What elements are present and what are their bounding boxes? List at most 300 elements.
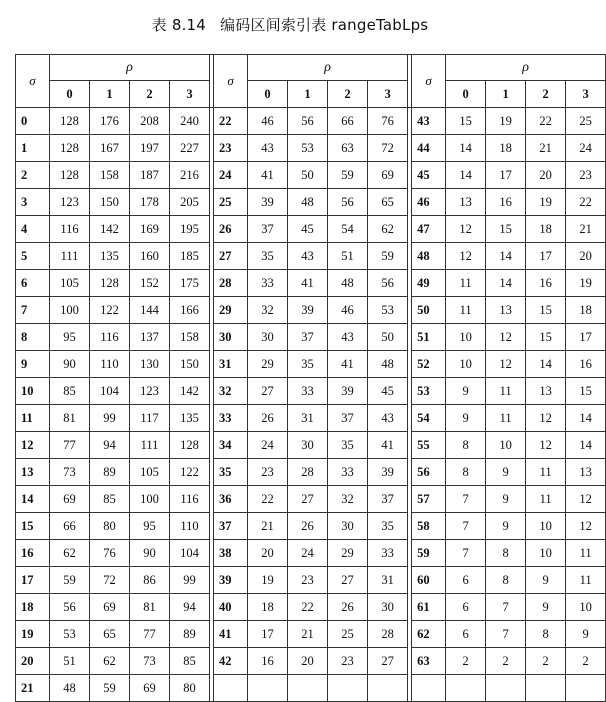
table-row — [16, 648, 606, 675]
range-value: 16 — [526, 270, 566, 297]
range-value: 56 — [50, 594, 90, 621]
table-row — [16, 486, 606, 513]
range-value: 205 — [170, 189, 210, 216]
range-value — [248, 675, 288, 702]
range-value: 53 — [50, 621, 90, 648]
range-value: 81 — [50, 405, 90, 432]
range-value: 99 — [90, 405, 130, 432]
range-value: 14 — [486, 270, 526, 297]
sigma-value: 12 — [16, 432, 50, 459]
sigma-value: 63 — [412, 648, 446, 675]
range-value: 39 — [248, 189, 288, 216]
range-value: 130 — [130, 351, 170, 378]
range-value: 69 — [130, 675, 170, 702]
range-value: 15 — [486, 216, 526, 243]
range-value: 17 — [526, 243, 566, 270]
sigma-value: 52 — [412, 351, 446, 378]
sigma-value: 17 — [16, 567, 50, 594]
range-value — [288, 675, 328, 702]
range-value: 50 — [368, 324, 408, 351]
range-value: 15 — [446, 108, 486, 135]
range-value: 166 — [170, 297, 210, 324]
range-value: 9 — [446, 378, 486, 405]
range-value: 37 — [248, 216, 288, 243]
range-value: 11 — [446, 297, 486, 324]
range-value: 24 — [566, 135, 606, 162]
range-value: 12 — [486, 351, 526, 378]
range-value: 123 — [130, 378, 170, 405]
range-value: 27 — [368, 648, 408, 675]
range-value: 29 — [328, 540, 368, 567]
range-value: 56 — [288, 108, 328, 135]
range-value: 10 — [446, 324, 486, 351]
range-value: 117 — [130, 405, 170, 432]
sigma-value: 4 — [16, 216, 50, 243]
range-value: 16 — [248, 648, 288, 675]
range-value: 85 — [90, 486, 130, 513]
range-value: 85 — [170, 648, 210, 675]
range-value — [526, 675, 566, 702]
sigma-value: 33 — [214, 405, 248, 432]
range-value: 23 — [328, 648, 368, 675]
sigma-value: 24 — [214, 162, 248, 189]
range-value: 144 — [130, 297, 170, 324]
range-value: 17 — [486, 162, 526, 189]
range-value: 8 — [446, 459, 486, 486]
rho-column-header: 3 — [368, 81, 408, 108]
table-row — [16, 243, 606, 270]
sigma-value: 27 — [214, 243, 248, 270]
table-row — [16, 378, 606, 405]
range-value: 43 — [328, 324, 368, 351]
range-value: 22 — [248, 486, 288, 513]
range-value: 25 — [328, 621, 368, 648]
sigma-value: 11 — [16, 405, 50, 432]
range-value: 122 — [90, 297, 130, 324]
range-value: 187 — [130, 162, 170, 189]
rho-column-header: 3 — [566, 81, 606, 108]
sigma-value: 9 — [16, 351, 50, 378]
range-value: 7 — [486, 621, 526, 648]
range-value: 128 — [90, 270, 130, 297]
sigma-value: 39 — [214, 567, 248, 594]
table-row — [16, 675, 606, 702]
range-value: 45 — [288, 216, 328, 243]
range-value: 89 — [170, 621, 210, 648]
range-value: 19 — [486, 108, 526, 135]
range-value: 53 — [288, 135, 328, 162]
range-value: 16 — [566, 351, 606, 378]
range-value: 94 — [170, 594, 210, 621]
range-value: 23 — [248, 459, 288, 486]
range-value: 59 — [368, 243, 408, 270]
range-value: 14 — [566, 432, 606, 459]
range-value: 25 — [566, 108, 606, 135]
range-value: 27 — [288, 486, 328, 513]
range-value: 23 — [566, 162, 606, 189]
range-value: 12 — [446, 243, 486, 270]
range-value: 6 — [446, 594, 486, 621]
range-value: 13 — [486, 297, 526, 324]
range-value: 95 — [50, 324, 90, 351]
range-value: 15 — [566, 378, 606, 405]
table-row — [16, 108, 606, 135]
range-value: 169 — [130, 216, 170, 243]
range-value: 8 — [486, 567, 526, 594]
range-value: 66 — [328, 108, 368, 135]
range-value: 135 — [170, 405, 210, 432]
range-value: 48 — [328, 270, 368, 297]
sigma-value: 45 — [412, 162, 446, 189]
sigma-value: 28 — [214, 270, 248, 297]
range-value: 19 — [526, 189, 566, 216]
sigma-value: 1 — [16, 135, 50, 162]
rho-column-header: 1 — [90, 81, 130, 108]
sigma-value: 51 — [412, 324, 446, 351]
range-value: 105 — [130, 459, 170, 486]
range-value: 17 — [566, 324, 606, 351]
range-value: 216 — [170, 162, 210, 189]
sigma-value: 46 — [412, 189, 446, 216]
sigma-value: 62 — [412, 621, 446, 648]
rho-header: ρ — [50, 55, 210, 81]
range-value: 14 — [486, 243, 526, 270]
sigma-value: 6 — [16, 270, 50, 297]
range-value — [566, 675, 606, 702]
range-value: 48 — [368, 351, 408, 378]
rho-column-header: 2 — [130, 81, 170, 108]
range-value: 8 — [526, 621, 566, 648]
sigma-value: 43 — [412, 108, 446, 135]
sigma-value: 20 — [16, 648, 50, 675]
sigma-value: 30 — [214, 324, 248, 351]
range-value: 13 — [526, 378, 566, 405]
range-value: 12 — [566, 513, 606, 540]
sigma-header: σ — [214, 55, 248, 108]
sigma-value: 8 — [16, 324, 50, 351]
range-value: 30 — [248, 324, 288, 351]
range-value: 128 — [170, 432, 210, 459]
range-value: 37 — [368, 486, 408, 513]
range-value: 9 — [526, 567, 566, 594]
sigma-value: 53 — [412, 378, 446, 405]
range-value: 30 — [288, 432, 328, 459]
range-value: 32 — [328, 486, 368, 513]
range-value: 35 — [328, 432, 368, 459]
range-value: 20 — [526, 162, 566, 189]
range-value: 18 — [526, 216, 566, 243]
range-value: 35 — [288, 351, 328, 378]
range-value: 11 — [486, 378, 526, 405]
sigma-value: 54 — [412, 405, 446, 432]
range-value: 48 — [288, 189, 328, 216]
range-value: 46 — [328, 297, 368, 324]
table-row — [16, 405, 606, 432]
sigma-value: 25 — [214, 189, 248, 216]
table-row — [16, 459, 606, 486]
range-value: 100 — [130, 486, 170, 513]
range-value: 43 — [368, 405, 408, 432]
sigma-value: 7 — [16, 297, 50, 324]
range-value: 85 — [50, 378, 90, 405]
range-value: 10 — [486, 432, 526, 459]
range-value: 43 — [288, 243, 328, 270]
sigma-value: 3 — [16, 189, 50, 216]
range-value: 69 — [50, 486, 90, 513]
range-value: 24 — [248, 432, 288, 459]
range-value: 28 — [288, 459, 328, 486]
table-row — [16, 432, 606, 459]
range-value: 128 — [50, 108, 90, 135]
range-value: 227 — [170, 135, 210, 162]
range-value: 41 — [248, 162, 288, 189]
sigma-value: 42 — [214, 648, 248, 675]
range-value: 31 — [368, 567, 408, 594]
range-value: 20 — [566, 243, 606, 270]
range-value: 21 — [526, 135, 566, 162]
range-value: 2 — [526, 648, 566, 675]
table-row — [16, 162, 606, 189]
range-value: 7 — [446, 513, 486, 540]
range-value: 65 — [90, 621, 130, 648]
range-value: 100 — [50, 297, 90, 324]
range-value: 48 — [50, 675, 90, 702]
table-row — [16, 189, 606, 216]
range-value: 14 — [526, 351, 566, 378]
range-value: 20 — [248, 540, 288, 567]
range-value: 9 — [486, 513, 526, 540]
sigma-value: 14 — [16, 486, 50, 513]
sigma-header: σ — [412, 55, 446, 108]
range-value: 39 — [328, 378, 368, 405]
sigma-value: 13 — [16, 459, 50, 486]
range-value: 33 — [248, 270, 288, 297]
range-value: 33 — [288, 378, 328, 405]
range-value: 27 — [328, 567, 368, 594]
range-value: 86 — [130, 567, 170, 594]
range-value — [368, 675, 408, 702]
sigma-value: 48 — [412, 243, 446, 270]
range-value: 16 — [486, 189, 526, 216]
range-value: 35 — [248, 243, 288, 270]
range-value: 185 — [170, 243, 210, 270]
range-value: 77 — [50, 432, 90, 459]
range-value: 43 — [248, 135, 288, 162]
range-value: 8 — [446, 432, 486, 459]
table-row — [16, 540, 606, 567]
sigma-value: 2 — [16, 162, 50, 189]
range-value: 158 — [170, 324, 210, 351]
range-value: 176 — [90, 108, 130, 135]
range-value: 18 — [248, 594, 288, 621]
sigma-value: 16 — [16, 540, 50, 567]
range-value: 17 — [248, 621, 288, 648]
range-value: 19 — [248, 567, 288, 594]
range-value: 46 — [248, 108, 288, 135]
range-value: 66 — [50, 513, 90, 540]
rho-column-header: 0 — [50, 81, 90, 108]
table-row — [16, 297, 606, 324]
range-value: 62 — [90, 648, 130, 675]
range-value: 14 — [446, 135, 486, 162]
range-value: 178 — [130, 189, 170, 216]
sigma-value: 49 — [412, 270, 446, 297]
table-row — [16, 567, 606, 594]
range-value: 69 — [368, 162, 408, 189]
range-value: 56 — [368, 270, 408, 297]
header-row-rho — [16, 55, 606, 81]
range-value: 160 — [130, 243, 170, 270]
range-value: 2 — [566, 648, 606, 675]
range-value: 104 — [170, 540, 210, 567]
range-value: 116 — [50, 216, 90, 243]
range-value: 35 — [368, 513, 408, 540]
range-value: 142 — [90, 216, 130, 243]
range-value: 13 — [566, 459, 606, 486]
range-value: 167 — [90, 135, 130, 162]
table-row — [16, 621, 606, 648]
sigma-value: 41 — [214, 621, 248, 648]
rho-header: ρ — [248, 55, 408, 81]
range-value: 9 — [446, 405, 486, 432]
range-value: 9 — [566, 621, 606, 648]
range-value: 80 — [90, 513, 130, 540]
sigma-value: 40 — [214, 594, 248, 621]
range-value: 27 — [248, 378, 288, 405]
sigma-value: 60 — [412, 567, 446, 594]
range-value: 15 — [526, 324, 566, 351]
range-value: 26 — [248, 405, 288, 432]
range-value: 54 — [328, 216, 368, 243]
range-value: 150 — [90, 189, 130, 216]
sigma-value: 32 — [214, 378, 248, 405]
sigma-value: 10 — [16, 378, 50, 405]
range-value: 22 — [566, 189, 606, 216]
range-value: 20 — [288, 648, 328, 675]
range-value: 105 — [50, 270, 90, 297]
range-value: 72 — [368, 135, 408, 162]
sigma-header: σ — [16, 55, 50, 108]
range-value: 123 — [50, 189, 90, 216]
rho-column-header: 2 — [328, 81, 368, 108]
range-value: 14 — [446, 162, 486, 189]
range-value: 10 — [526, 513, 566, 540]
sigma-value: 38 — [214, 540, 248, 567]
range-value: 150 — [170, 351, 210, 378]
range-value: 21 — [248, 513, 288, 540]
range-value: 45 — [368, 378, 408, 405]
range-value: 99 — [170, 567, 210, 594]
range-value: 9 — [486, 459, 526, 486]
sigma-value: 26 — [214, 216, 248, 243]
range-value: 18 — [486, 135, 526, 162]
sigma-value: 23 — [214, 135, 248, 162]
table-title: 编码区间索引表 rangeTabLps — [220, 16, 429, 34]
range-value: 11 — [566, 540, 606, 567]
range-value: 69 — [90, 594, 130, 621]
range-value: 8 — [486, 540, 526, 567]
range-value: 80 — [170, 675, 210, 702]
range-value: 32 — [248, 297, 288, 324]
range-value: 41 — [328, 351, 368, 378]
rho-column-header: 1 — [288, 81, 328, 108]
range-value: 9 — [526, 594, 566, 621]
range-value: 10 — [446, 351, 486, 378]
range-value: 53 — [368, 297, 408, 324]
range-value: 51 — [50, 648, 90, 675]
range-value: 175 — [170, 270, 210, 297]
sigma-value: 29 — [214, 297, 248, 324]
range-value: 62 — [368, 216, 408, 243]
range-value: 56 — [328, 189, 368, 216]
range-value: 122 — [170, 459, 210, 486]
range-value: 208 — [130, 108, 170, 135]
range-value: 41 — [368, 432, 408, 459]
range-value: 39 — [288, 297, 328, 324]
range-value: 76 — [368, 108, 408, 135]
range-value: 37 — [328, 405, 368, 432]
rho-column-header: 3 — [170, 81, 210, 108]
range-value: 195 — [170, 216, 210, 243]
sigma-value: 22 — [214, 108, 248, 135]
sigma-value: 59 — [412, 540, 446, 567]
range-value: 116 — [170, 486, 210, 513]
range-value: 111 — [50, 243, 90, 270]
range-value: 65 — [368, 189, 408, 216]
range-value — [486, 675, 526, 702]
sigma-value — [214, 675, 248, 702]
range-value: 59 — [50, 567, 90, 594]
table-row — [16, 351, 606, 378]
range-value: 128 — [50, 162, 90, 189]
range-value: 33 — [368, 540, 408, 567]
range-value: 10 — [526, 540, 566, 567]
range-value: 2 — [446, 648, 486, 675]
range-value: 9 — [486, 486, 526, 513]
range-value — [328, 675, 368, 702]
sigma-value: 47 — [412, 216, 446, 243]
rho-column-header: 2 — [526, 81, 566, 108]
range-value: 77 — [130, 621, 170, 648]
sigma-value: 21 — [16, 675, 50, 702]
sigma-value: 5 — [16, 243, 50, 270]
range-value: 110 — [170, 513, 210, 540]
table-row — [16, 513, 606, 540]
range-value: 11 — [486, 405, 526, 432]
range-value: 94 — [90, 432, 130, 459]
range-value: 197 — [130, 135, 170, 162]
range-value: 135 — [90, 243, 130, 270]
sigma-value — [412, 675, 446, 702]
range-value: 152 — [130, 270, 170, 297]
range-value: 62 — [50, 540, 90, 567]
range-value: 12 — [446, 216, 486, 243]
range-value: 63 — [328, 135, 368, 162]
range-value: 24 — [288, 540, 328, 567]
range-value: 10 — [566, 594, 606, 621]
range-value: 50 — [288, 162, 328, 189]
range-value: 11 — [526, 459, 566, 486]
range-value: 31 — [288, 405, 328, 432]
range-value: 21 — [288, 621, 328, 648]
range-value: 158 — [90, 162, 130, 189]
range-value: 12 — [486, 324, 526, 351]
range-value: 72 — [90, 567, 130, 594]
range-value: 73 — [130, 648, 170, 675]
range-value: 59 — [328, 162, 368, 189]
range-value: 81 — [130, 594, 170, 621]
range-value: 37 — [288, 324, 328, 351]
